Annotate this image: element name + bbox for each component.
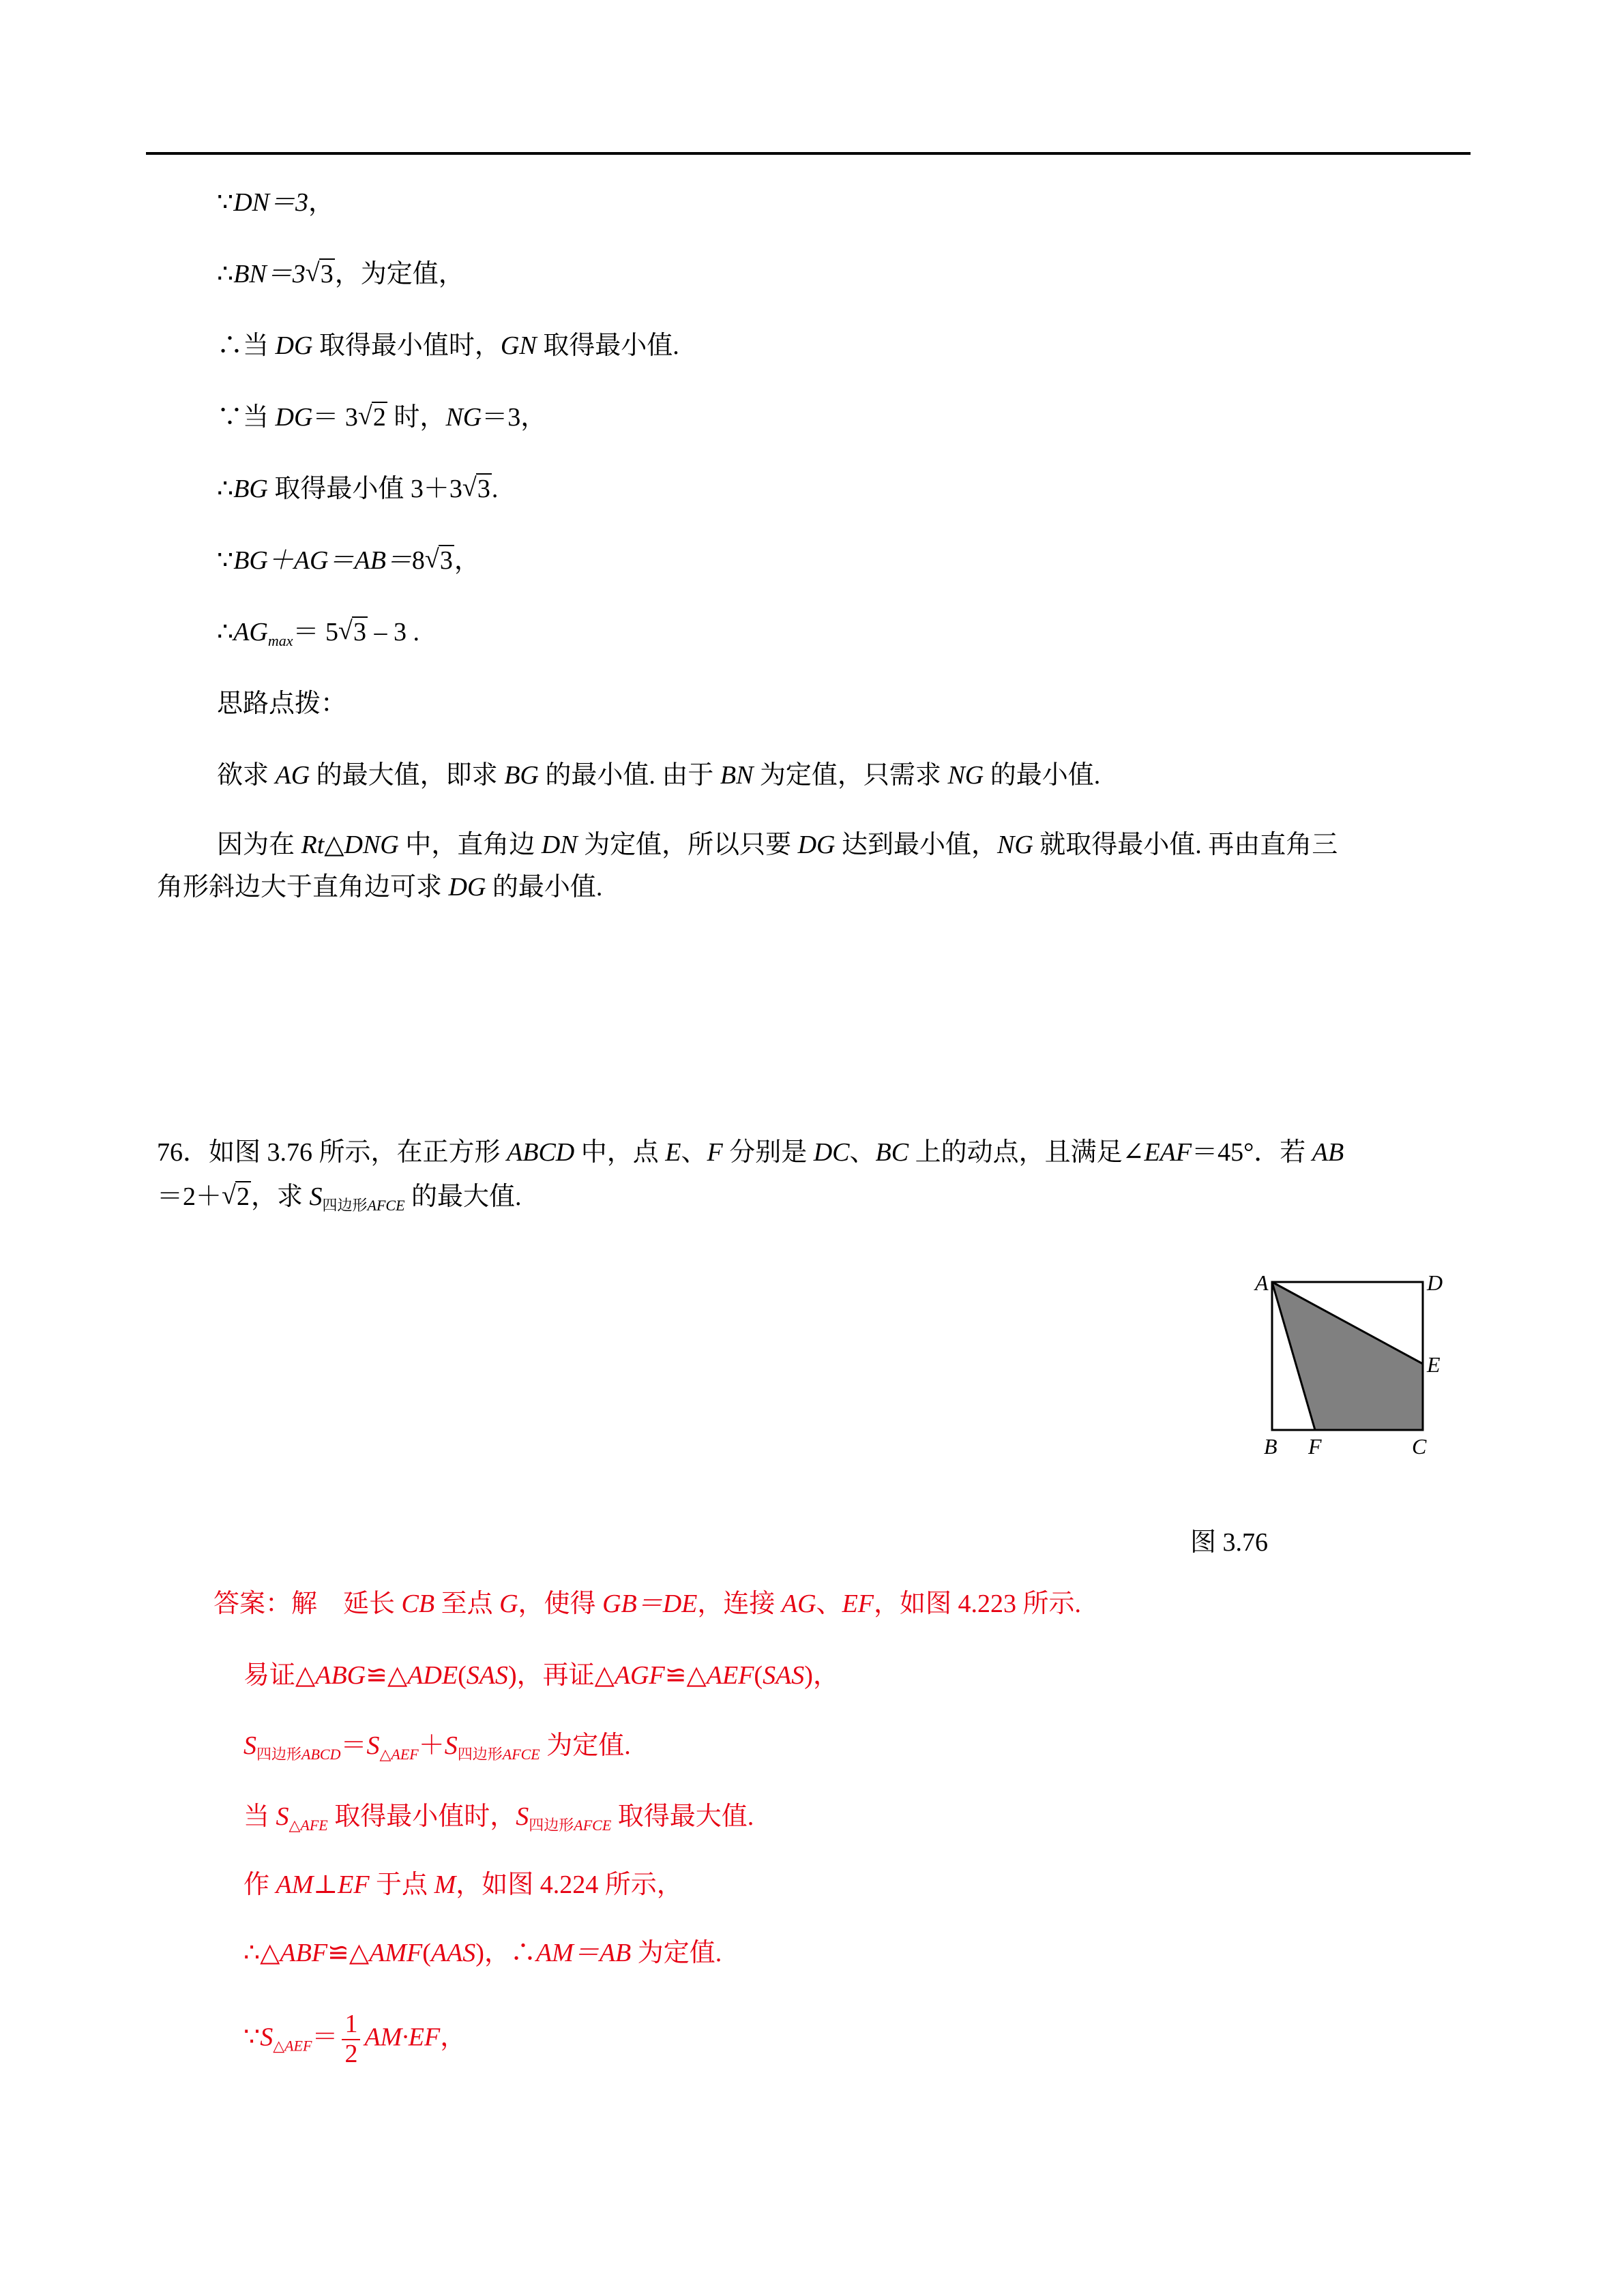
solution-line-1: ∵DN＝3， <box>217 188 334 217</box>
label-e: E <box>1427 1352 1441 1377</box>
answer-line-2: 易证△ABG≌△ADE(SAS)，再证△AGF≌△AEF(SAS)， <box>243 1661 839 1690</box>
answer-line-3: $S_{四边形ABCD}=S_{\triangle AEF}+S_{四边形AFCE}$ 为定值. <box>243 1731 631 1763</box>
problem-76-line-2: ＝2＋ √ 2，求 $S_{四边形AFCE}$ 的最大值. <box>157 1184 522 1213</box>
fraction-one-half: $\frac{1}{2}$ <box>342 2010 360 2069</box>
label-f: F <box>1308 1434 1322 1459</box>
label-d: D <box>1427 1270 1443 1295</box>
sqrt-symbol: √ 3 <box>425 548 454 573</box>
solution-line-6: ∵BG＋AG＝AB＝8 √ 3， <box>217 548 480 573</box>
solution-line-7: $\therefore AG_{max}= 5$ √ 3 – 3 . <box>217 619 419 648</box>
figure-3-76-square-diagram <box>1248 1262 1453 1466</box>
answer-line-1: 答案：解 延长 CB 至点 G，使得 GB＝DE，连接 AG、EF，如图 4.223 所示. <box>213 1590 1082 1618</box>
sqrt-symbol: √ 2 <box>222 1184 251 1210</box>
hint-paragraph-2-line-1: 因为在 Rt△DNG 中，直角边 DN 为定值，所以只要 DG 达到最小值，NG 就取得最小值. 再由直角三 <box>217 831 1338 859</box>
hint-paragraph-1: 欲求 AG 的最大值，即求 BG 的最小值. 由于 BN 为定值，只需求 NG 的最小值. <box>217 761 1101 790</box>
problem-76-line-1: 76．如图 3.76 所示，在正方形 ABCD 中，点 E、F 分别是 DC、BC 上的动点，且满足∠EAF＝45°．若 AB <box>157 1138 1344 1167</box>
figure-caption: 图 3.76 <box>1190 1528 1269 1557</box>
solution-line-4: ∵当 DG＝ 3 √ 2 时，NG＝3， <box>217 404 546 430</box>
answer-line-5: 作 AM⊥EF 于点 M，如图 4.224 所示， <box>243 1870 683 1899</box>
hint-paragraph-2-line-2: 角形斜边大于直角边可求 DG 的最小值. <box>157 873 603 901</box>
answer-line-4: 当 $S_{\triangle AFE}$ 取得最小值时，$S_{四边形AFCE}$ 取得最大值. <box>243 1802 754 1834</box>
problem-number: 76． <box>157 1138 209 1167</box>
sqrt-symbol: √ 3 <box>338 619 368 645</box>
solution-line-2: ∴BN＝3 √ 3，为定值， <box>217 261 464 287</box>
sqrt-symbol: √ 2 <box>358 404 387 430</box>
shaded-quadrilateral-afce <box>1272 1282 1423 1430</box>
label-b: B <box>1264 1434 1278 1459</box>
sqrt-symbol: √ 3 <box>306 261 335 287</box>
solution-line-5: ∴BG 取得最小值 3＋3 √ 3. <box>217 476 498 502</box>
label-c: C <box>1412 1434 1427 1459</box>
sqrt-symbol: √ 3 <box>462 476 492 502</box>
answer-line-6: ∴△ABF≌△AMF(AAS)，∴AM＝AB 为定值. <box>243 1939 722 1967</box>
solution-line-3: ∴当 DG 取得最小值时，GN 取得最小值. <box>217 331 679 360</box>
hint-title: 思路点拨： <box>217 689 347 718</box>
answer-line-7: $\because S_{\triangle AEF}=$ $\frac{1}{2}$ AM·EF， <box>243 2010 467 2068</box>
label-a: A <box>1255 1270 1269 1295</box>
header-rule <box>146 152 1471 155</box>
